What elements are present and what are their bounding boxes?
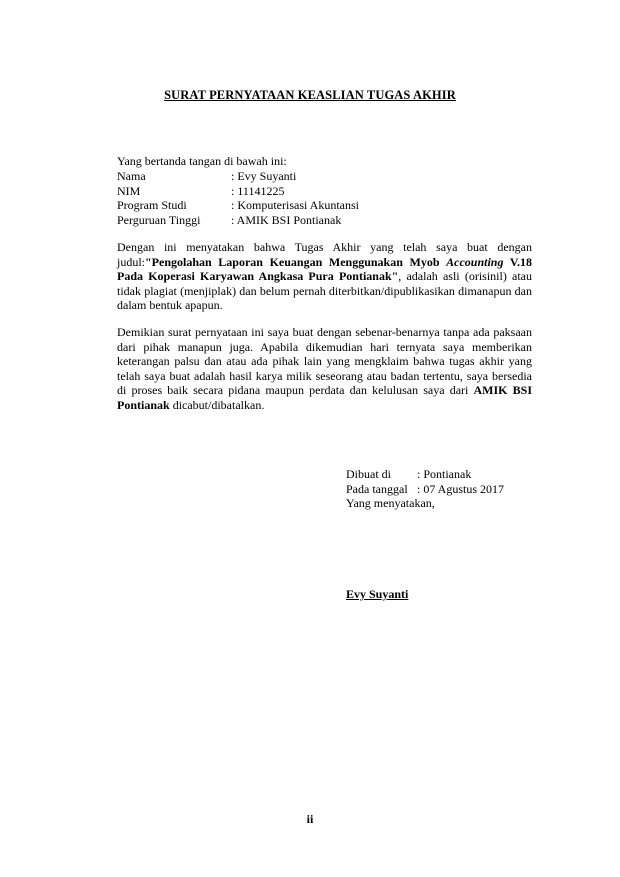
- thesis-title-italic: Accounting: [446, 254, 504, 269]
- identity-label: Program Studi: [117, 198, 187, 213]
- signature-statement: Yang menyatakan,: [346, 496, 435, 511]
- identity-label: Perguruan Tinggi: [117, 212, 201, 227]
- identity-value: : 11141225: [231, 183, 285, 198]
- signer-name: Evy Suyanti: [346, 587, 409, 601]
- signature-date-row: [346, 482, 504, 497]
- identity-row-program: [117, 198, 359, 213]
- declaration-tail: dicabut/dibatalkan.: [169, 397, 265, 412]
- identity-value: : Komputerisasi Akuntansi: [231, 198, 359, 213]
- statement-paragraph: [117, 240, 532, 313]
- identity-row-nim: [117, 184, 359, 199]
- signature-place-row: [346, 467, 504, 482]
- date-value: : 07 Agustus 2017: [417, 481, 505, 496]
- identity-row-name: [117, 169, 359, 184]
- intro-text: Yang bertanda tangan di bawah ini:: [117, 154, 287, 168]
- identity-label: Nama: [117, 169, 146, 183]
- date-label: Pada tanggal: [346, 481, 408, 496]
- page-number: ii: [306, 812, 314, 826]
- identity-value: : Evy Suyanti: [231, 169, 297, 183]
- statement-tail: , adalah asli (orisinil) atau tidak plagiat (menjiplak) dan belum pernah diterbitkan/dipublikasikan dimanapun dan dalam bentuk apapun.: [117, 269, 532, 313]
- declaration-paragraph: [117, 325, 532, 413]
- place-value: : Pontianak: [417, 467, 472, 481]
- thesis-title-part2: V.18 Pada Koperasi Karyawan Angkasa Pura Pontianak": [117, 254, 532, 284]
- institution-name: AMIK BSI Pontianak: [117, 383, 532, 412]
- identity-row-institution: [117, 213, 359, 228]
- document-title: SURAT PERNYATAAN KEASLIAN TUGAS AKHIR: [164, 88, 456, 102]
- signature-statement-row: [346, 496, 504, 511]
- identity-label: NIM: [117, 183, 141, 198]
- identity-value: : AMIK BSI Pontianak: [231, 212, 342, 227]
- statement-lead: Dengan ini menyatakan bahwa Tugas Akhir yang telah saya buat dengan judul:: [117, 240, 532, 269]
- thesis-title-part1: "Pengolahan Laporan Keuangan Menggunakan Myob: [145, 254, 447, 269]
- declaration-text: Demikian surat pernyataan ini saya buat dengan sebenar-benarnya tanpa ada paksaan dari pihak manapun juga. Apabila dikemudian hari ternyata saya memberikan keterangan palsu dan atau ada pihak lain yang mengklaim bahwa tugas akhir yang telah saya buat adalah hasil karya milik seseorang atau badan tertentu, saya bersedia di proses baik secara pidana maupun perdata dan kelulusan saya dari: [117, 325, 532, 398]
- place-label: Dibuat di: [346, 467, 391, 481]
- identity-table: [117, 169, 359, 227]
- signature-block: [346, 467, 504, 511]
